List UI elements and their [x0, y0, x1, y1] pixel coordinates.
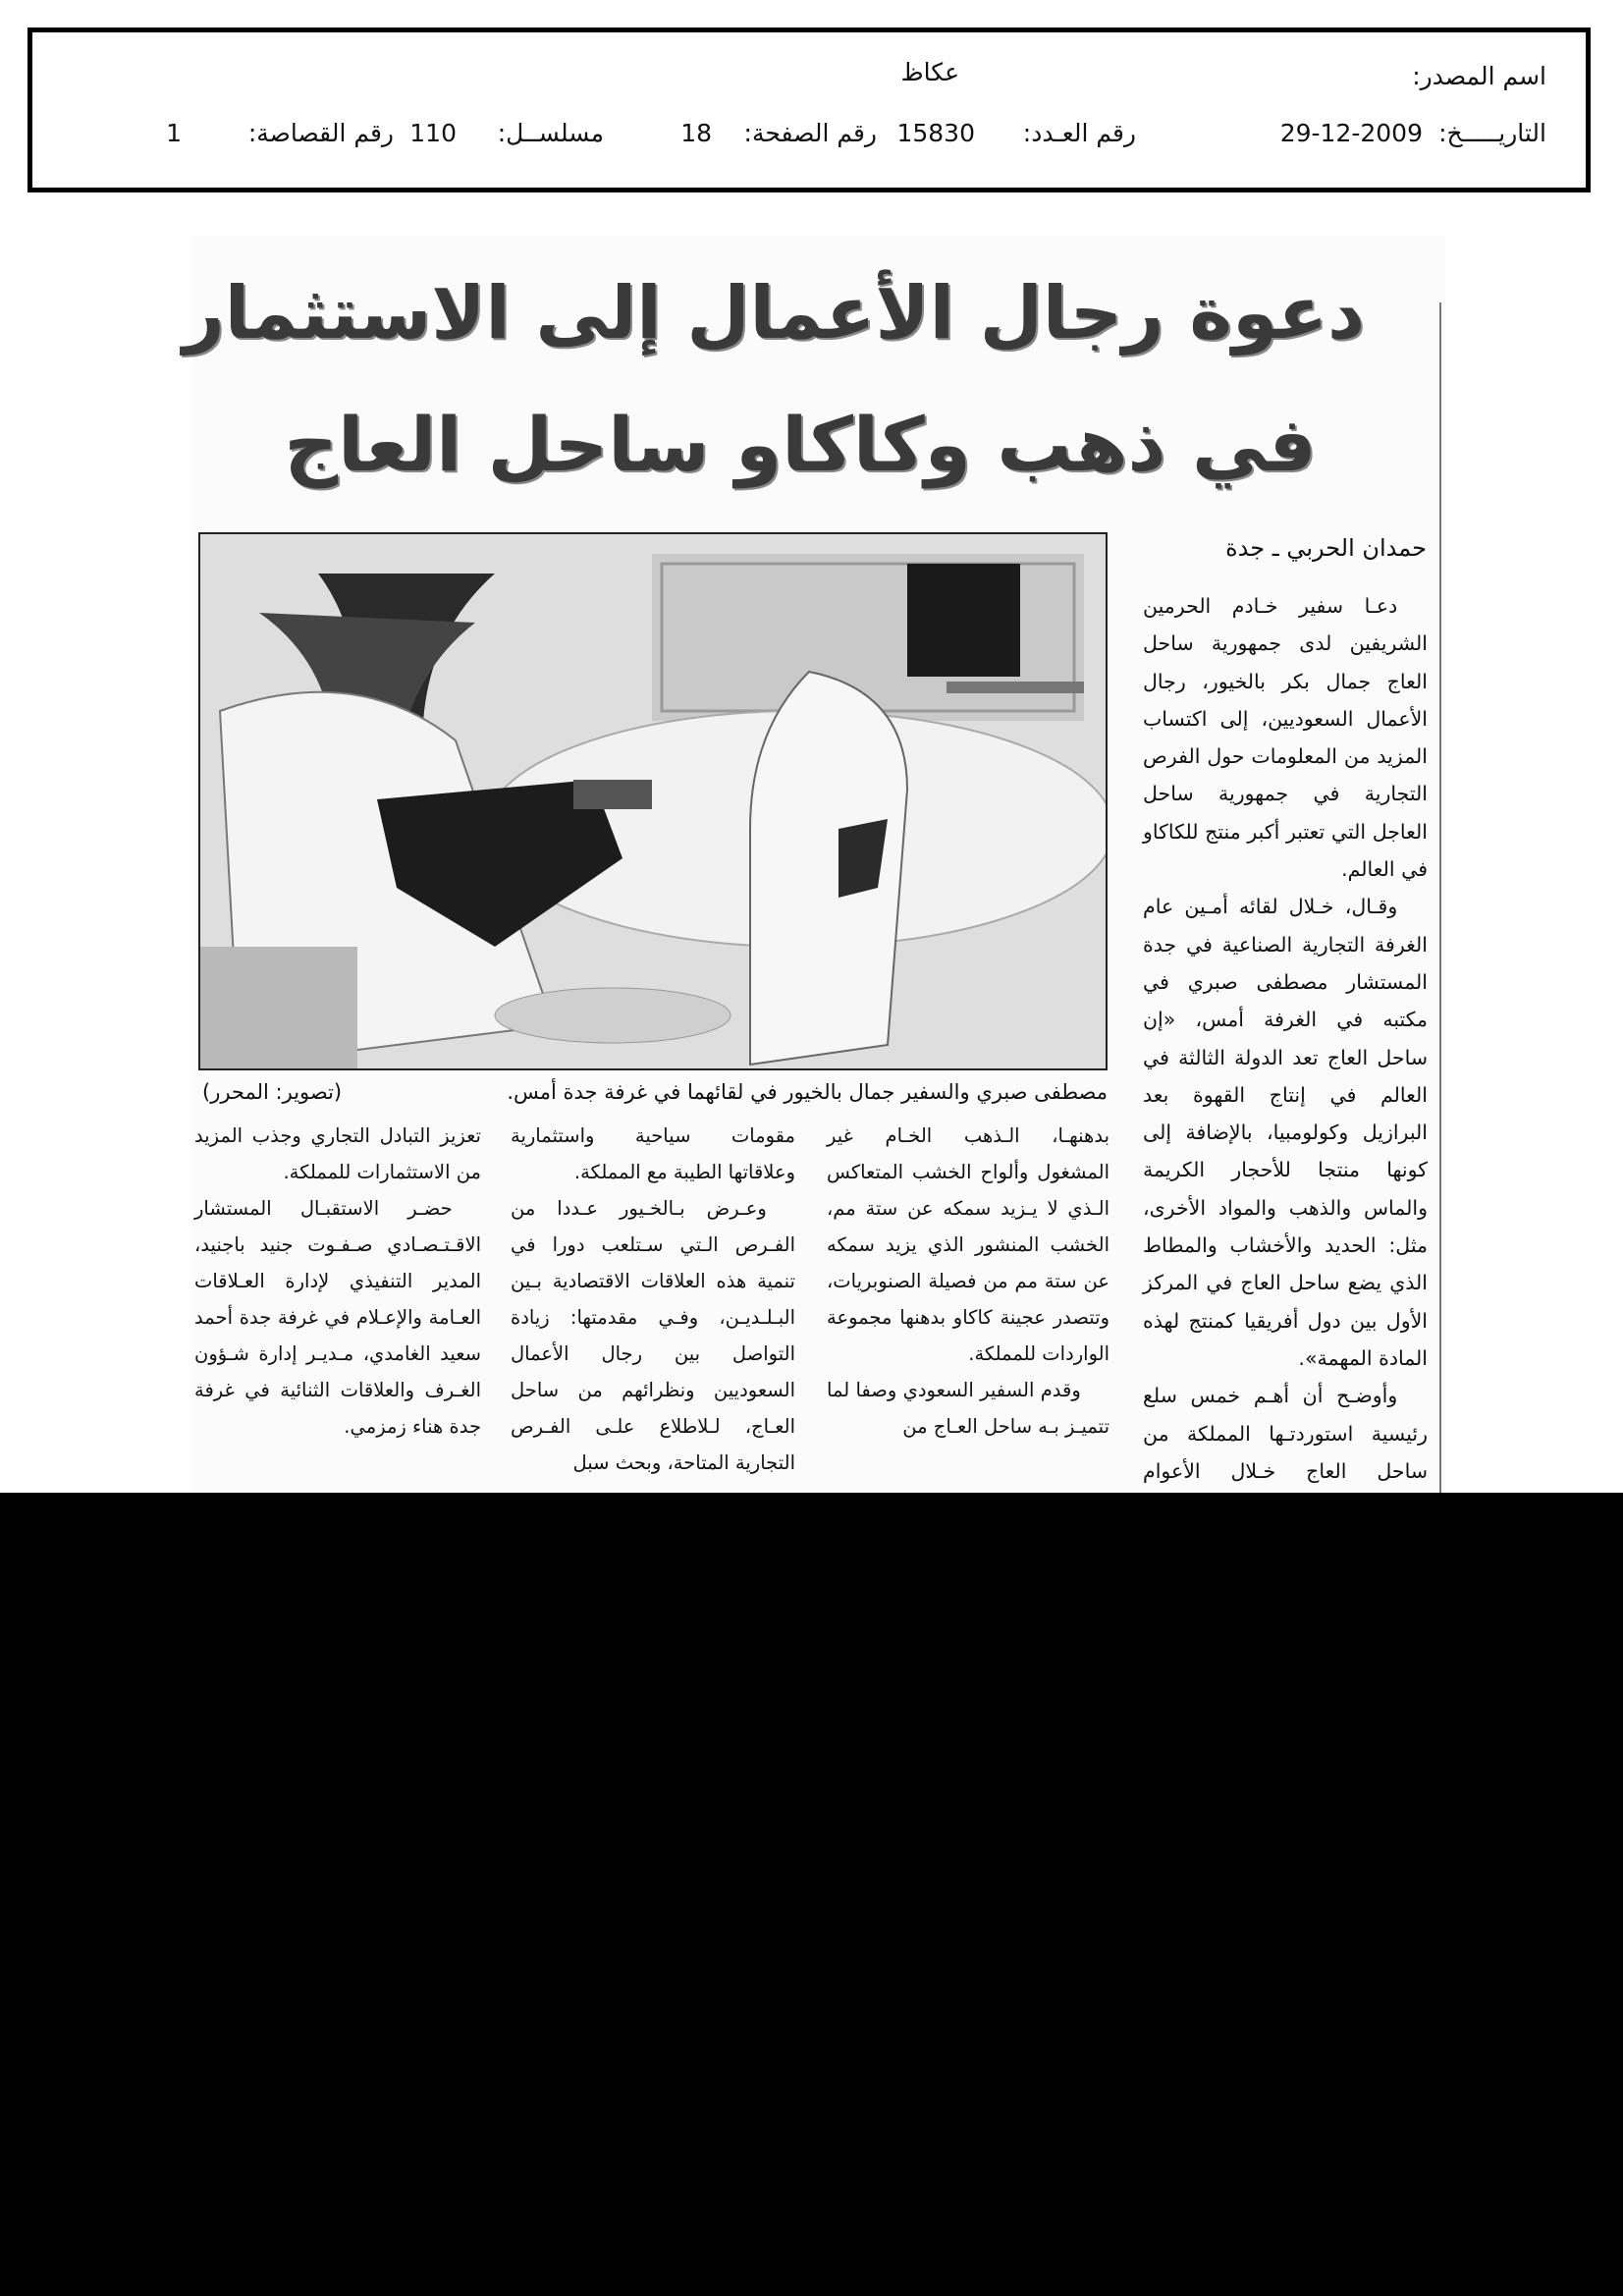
photo-caption: مصطفى صبري والسفير جمال بالخيور في لقائهما في غرفة جدة أمس. — [507, 1080, 1108, 1104]
scan-black-area — [0, 1493, 1623, 2296]
column-right — [1143, 587, 1428, 1527]
column-2 — [827, 1118, 1109, 1445]
paragraph: حضـر الاستقبـال المستشار الاقـتـصـادي صـفـوت جنيد باجنيد، المدير التنفيذي لإدارة العـلاقات العـامة والإعـلام في غرفة جدة أحمد سعيد الغامدي، مـديـر إدارة شـؤون الغـرف والعلاقات الثنائية في غرفة جدة هناء زمزمي. — [194, 1197, 481, 1438]
column-divider — [1439, 302, 1441, 1493]
paragraph: تعزيز التبادل التجاري وجذب المزيد من الاستثمارات للمملكة. — [194, 1124, 481, 1183]
paragraph: وعـرض بـالخـيور عـددا من الفـرص الـتي سـتلعب دورا في تنمية هذه العلاقات الاقتصادية بـين البـلـديـن، وفـي مقدمتها: زيادة التواصل بين رجال الأعمال السعوديين ونظرائهم من ساحل العـاج، لـلاطلاع علـى الفـرص التجارية المتاحة، وبحث سبل — [511, 1197, 795, 1474]
byline: حمدان الحربي ـ جدة — [1225, 534, 1427, 562]
paragraph: بدهنهـا، الـذهب الخـام غير المشغول وألواح الخشب المتعاكس الـذي لا يـزيد سمكه عن ستة مم، الخشب المنشور الذي يزيد سمكه عن ستة مم من فصيلة الصنوبريات، وتتصدر عجينة كاكاو بدهنها مجموعة الواردات للمملكة. — [827, 1124, 1109, 1365]
date-label: التاريـــــخ: — [1438, 119, 1546, 147]
photo-illustration — [200, 534, 1106, 1068]
serial-label: مسلســل: — [497, 119, 604, 147]
serial-value: 110 — [409, 119, 457, 147]
source-label: اسم المصدر: — [1412, 62, 1546, 90]
issue-value: 15830 — [896, 119, 975, 147]
clip-label: رقم القصاصة: — [247, 119, 394, 147]
date-value: 29-12-2009 — [1279, 119, 1423, 147]
clipping-metadata-box — [27, 27, 1591, 192]
headline-line1: دعوة رجال الأعمال إلى الاستثمار — [183, 271, 1365, 355]
page-label: رقم الصفحة: — [743, 119, 877, 147]
clip-value: 1 — [166, 119, 182, 147]
column-4 — [194, 1118, 481, 1445]
column-3 — [511, 1118, 795, 1481]
issue-label: رقم العـدد: — [1022, 119, 1136, 147]
headline-line2: في ذهب وكاكاو ساحل العاج — [284, 401, 1317, 488]
article-photo — [198, 532, 1108, 1070]
photo-credit: (تصوير: المحرر) — [202, 1080, 343, 1104]
paragraph: وقـال، خـلال لقائه أمـين عام الغرفة التجارية الصناعية في جدة المستشار مصطفى صبري في مكتبه في الغرفة أمس، «إن ساحل العاج تعد الدولة الثالثة في العالم في إنتاج القهوة بعد البرازيل وكولومبيا، بالإضافة إلى كونها منتجا للأحجار الكريمة والماس والذهب والمواد الأخرى، مثل: الحديد والأخشاب والمطاط الذي يضع ساحل العاج في المركز الأول بين دول أفريقيا كمنتج لهذه المادة المهمة». — [1143, 895, 1428, 1370]
paragraph: وقدم السفير السعودي وصفا لما تتميـز بـه ساحل العـاج من — [827, 1379, 1109, 1438]
paragraph: دعـا سفير خـادم الحرمين الشريفين لدى جمهورية ساحل العاج جمال بكر بالخيور، رجال الأعمال السعوديين، إلى اكتساب المزيد من المعلومات حول الفرص التجارية في جمهورية ساحل العاجل التي تعتبر أكبر منتج للكاكاو في العالم. — [1143, 594, 1428, 882]
page-value: 18 — [680, 119, 712, 147]
paragraph: وأوضـح أن أهـم خمس سلع رئيسية استوردتـها المملكة من ساحل العاج خـلال الأعوام — [1143, 1384, 1428, 1483]
source-value: عكاظ — [900, 58, 959, 86]
paragraph: مقومات سياحية واستثمارية وعلاقاتها الطيبة مع المملكة. — [511, 1124, 795, 1183]
